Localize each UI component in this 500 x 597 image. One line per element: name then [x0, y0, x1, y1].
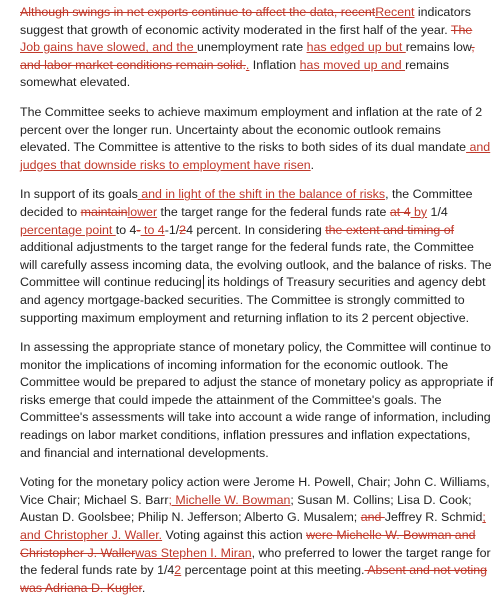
deleted-text: Absent and not voting was Adriana D. Kugler [20, 563, 488, 595]
body-text: remains low [405, 40, 472, 55]
deleted-text: Although swings in net exports continue to affect the data, recent [20, 5, 376, 19]
body-text: 4 percent. In considering [186, 222, 326, 237]
deleted-text: and [360, 510, 385, 525]
inserted-text: ; and Christopher J. Waller. [20, 510, 486, 543]
body-text: -1/ [164, 222, 180, 237]
inserted-text: percentage point [20, 222, 116, 237]
body-text: Jeffrey R. Schmid [384, 510, 483, 525]
body-text: , who preferred to lower the target range for the federal funds rate by 1/4 [20, 545, 491, 578]
inserted-text: to 4 [140, 222, 165, 237]
inserted-text: lower [127, 204, 158, 219]
inserted-text: was Stephen I. Miran [135, 545, 252, 560]
paragraph-voting-record [20, 474, 494, 597]
body-text: The Committee seeks to achieve maximum employment and inflation at the rate of 2 percent over the longer run. Uncertainty about the economic outlook remains elevated. The Committee is attentive to the risks to both sides of its dual mandate [20, 104, 483, 155]
paragraph-committee-goals [20, 104, 494, 174]
body-text: Voting for the monetary policy action were Jerome H. Powell, Chair; John C. Williams, Vice Chair; Michael S. Barr [20, 475, 490, 507]
deleted-text: The [450, 22, 473, 37]
body-text: Inflation [249, 57, 300, 72]
body-text: , the Committee decided to [20, 187, 473, 219]
body-text: indicators suggest that growth of economic activity moderated in the first half of the year. [20, 5, 471, 37]
deleted-text: were Michelle W. Bowman and Christopher J. Waller [20, 528, 476, 560]
body-text: percentage point at this meeting. [181, 563, 365, 578]
inserted-text: and judges that downside risks to employment have risen [20, 140, 491, 172]
body-text: to 4 [115, 222, 137, 237]
paragraph-policy-assessment [20, 339, 494, 462]
body-text: In assessing the appropriate stance of monetary policy, the Committee will continue to monitor the implications of incoming information for the economic outlook. The Committee would be prepared to adjust the stance of monetary policy as appropriate if risks emerge that could impede the attainment of the Committee's goals. The Committee's assessments will take into account a wide range of information, including readings on labor market conditions, inflation pressures and inflation expectations, and financial and international developments. [20, 340, 494, 460]
body-text: In support of its goals [20, 187, 138, 202]
paragraph-policy-decision [20, 186, 494, 327]
inserted-text: has edged up but [306, 40, 406, 55]
body-text: Voting against this action [162, 528, 307, 543]
body-text: ; Susan M. Collins; Lisa D. Cook; Austan D. Goolsbee; Philip N. Jefferson; Alberto G. Musalem; [20, 492, 472, 525]
inserted-text: 2 [174, 563, 182, 578]
inserted-text: by [410, 204, 428, 219]
deleted-text: the extent and timing of [325, 222, 455, 237]
deleted-text: - [136, 222, 141, 237]
inserted-text: . [245, 57, 250, 72]
inserted-text: Recent [375, 5, 415, 19]
body-text: unemployment rate [197, 40, 307, 55]
deleted-text: 2 [179, 222, 187, 237]
body-text: the target range for the federal funds rate [157, 204, 390, 219]
inserted-text: ; Michelle W. Bowman [168, 492, 291, 507]
body-text: remains somewhat elevated. [20, 57, 450, 90]
deleted-text: at 4 [389, 204, 411, 219]
inserted-text: and in light of the shift in the balance of risks [137, 187, 386, 202]
body-text: additional adjustments to the target range for the federal funds rate, the Committee will carefully assess incoming data, the evolving outlook, and the balance of risks. The Committee will continue reducing [20, 240, 492, 290]
body-text: . [141, 580, 146, 595]
inserted-text: Job gains have slowed, and the [20, 40, 198, 55]
body-text: 1/4 [427, 204, 448, 219]
body-text: . [310, 157, 315, 172]
paragraph-economic-conditions [20, 4, 494, 92]
deleted-text: maintain [80, 204, 128, 219]
deleted-text: , and labor market conditions remain solid. [20, 40, 475, 72]
body-text: its holdings of Treasury securities and agency debt and agency mortgage-backed securities. The Committee is strongly committed to supporting maximum employment and returning inflation to its 2 percent objective. [20, 275, 486, 325]
inserted-text: has moved up and [299, 57, 406, 72]
